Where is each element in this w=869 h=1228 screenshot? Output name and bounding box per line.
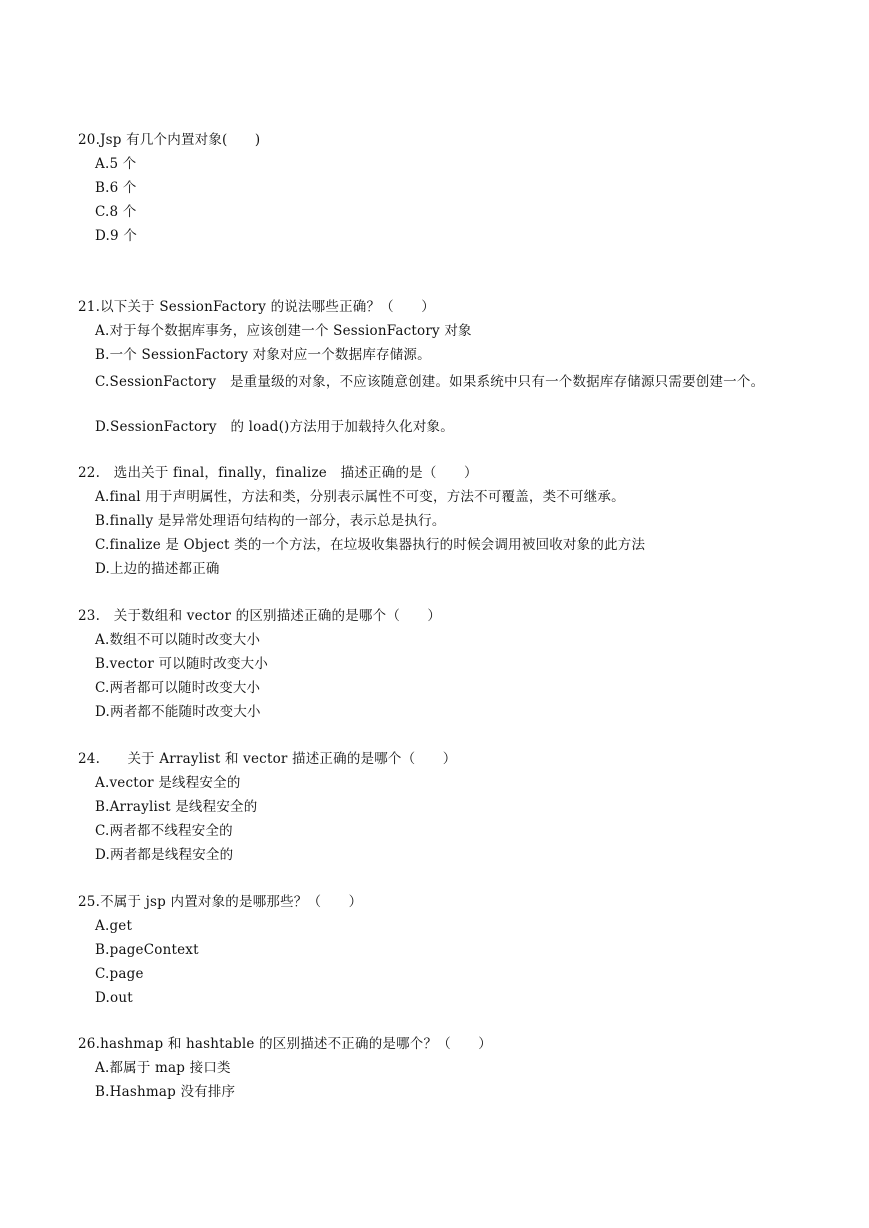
option-a: A.get — [95, 918, 133, 934]
option-b: B.6 个 — [95, 180, 137, 196]
option-d: D.out — [95, 990, 133, 1006]
option-c: C.finalize 是 Object 类的一个方法，在垃圾收集器执行的时候会调用被回收对象的此方法 — [95, 537, 646, 553]
option-d: D.SessionFactory 的 load()方法用于加载持久化对象。 — [95, 419, 454, 435]
question-stem: 21.以下关于 SessionFactory 的说法哪些正确？（ ） — [78, 299, 435, 315]
option-a: A.final 用于声明属性，方法和类，分别表示属性不可变，方法不可覆盖，类不可继承。 — [95, 489, 625, 505]
option-a: A.vector 是线程安全的 — [95, 775, 241, 791]
question-stem: 25.不属于 jsp 内置对象的是哪那些？（ ） — [78, 894, 363, 910]
option-c: C.两者都不线程安全的 — [95, 823, 233, 839]
option-b: B.vector 可以随时改变大小 — [95, 656, 269, 672]
option-a: A.5 个 — [95, 156, 137, 172]
option-d: D.两者都不能随时改变大小 — [95, 704, 261, 720]
option-b: B.finally 是异常处理语句结构的一部分，表示总是执行。 — [95, 513, 446, 529]
option-d: D.上边的描述都正确 — [95, 561, 220, 577]
option-b: B.pageContext — [95, 942, 199, 958]
option-c: C.两者都可以随时改变大小 — [95, 680, 261, 696]
option-a: A.对于每个数据库事务，应该创建一个 SessionFactory 对象 — [95, 323, 472, 339]
option-b: B.Hashmap 没有排序 — [95, 1084, 236, 1100]
option-d: D.9 个 — [95, 228, 138, 244]
question-stem: 26.hashmap 和 hashtable 的区别描述不正确的是哪个？（ ） — [78, 1036, 492, 1052]
question-stem: 24. 关于 Arraylist 和 vector 描述正确的是哪个（ ） — [78, 751, 457, 767]
question-stem: 23. 关于数组和 vector 的区别描述正确的是哪个（ ） — [78, 608, 442, 624]
option-b: B.一个 SessionFactory 对象对应一个数据库存储源。 — [95, 347, 431, 363]
question-stem: 22. 选出关于 final，finally，finalize 描述正确的是（ ） — [78, 465, 478, 481]
question-stem: 20.Jsp 有几个内置对象( ) — [78, 132, 261, 148]
option-a: A.数组不可以随时改变大小 — [95, 632, 261, 648]
option-c: C.SessionFactory 是重量级的对象，不应该随意创建。如果系统中只有一个数据库存储源只需要创建一个。 — [95, 374, 765, 390]
option-d: D.两者都是线程安全的 — [95, 847, 234, 863]
option-c: C.8 个 — [95, 204, 137, 220]
option-b: B.Arraylist 是线程安全的 — [95, 799, 258, 815]
option-c: C.page — [95, 966, 144, 982]
option-a: A.都属于 map 接口类 — [95, 1060, 231, 1076]
